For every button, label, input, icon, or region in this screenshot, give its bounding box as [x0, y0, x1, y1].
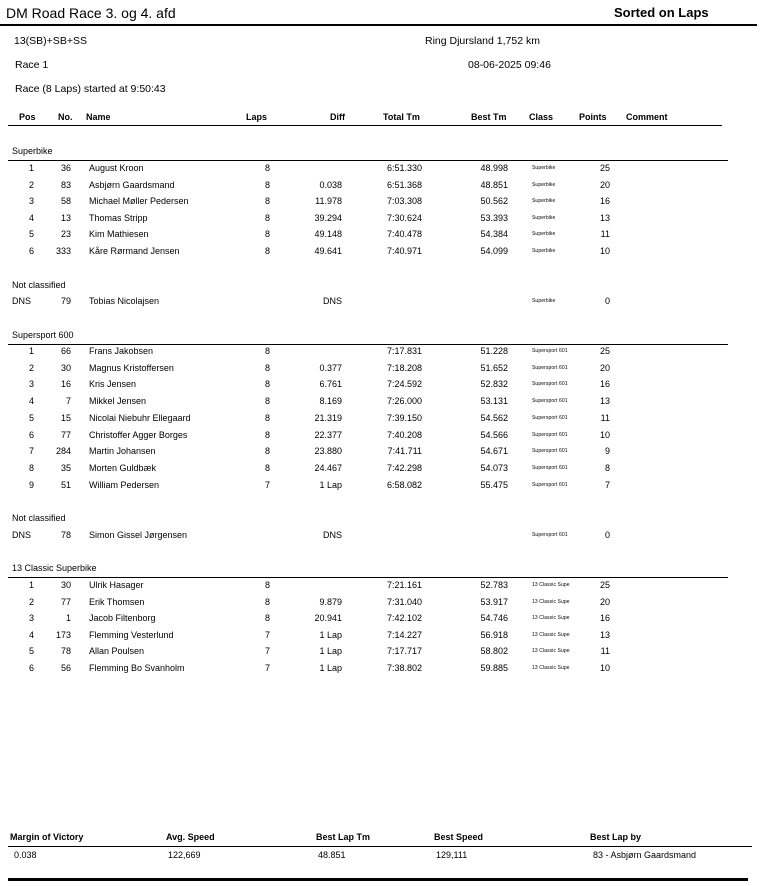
- row-name: Kris Jensen: [89, 379, 137, 389]
- row-points: 9: [604, 446, 610, 456]
- row-diff: 1 Lap: [319, 480, 342, 490]
- row-number: 333: [55, 246, 71, 256]
- row-points: 20: [599, 597, 610, 607]
- row-diff: 49.148: [314, 229, 342, 239]
- row-diff: 0.377: [319, 363, 342, 373]
- row-diff: 24.467: [314, 463, 342, 473]
- column-header-best-tm: Best Tm: [471, 112, 507, 122]
- row-laps: 7: [264, 663, 270, 673]
- row-pos: 1: [28, 346, 34, 356]
- row-points: 11: [600, 229, 610, 239]
- row-number: 36: [60, 163, 71, 173]
- row-laps: 8: [264, 363, 270, 373]
- row-name: Kåre Rørmand Jensen: [89, 246, 180, 256]
- row-total-time: 6:51.368: [386, 180, 422, 190]
- row-pos: 1: [28, 163, 34, 173]
- row-laps: 8: [264, 196, 270, 206]
- row-laps: 8: [264, 413, 270, 423]
- row-pos: 5: [28, 646, 34, 656]
- row-class: 13 Classic Supe: [532, 632, 570, 638]
- row-name: Christoffer Agger Borges: [89, 430, 188, 440]
- row-best-time: 55.475: [480, 480, 508, 490]
- row-number: 78: [60, 530, 71, 540]
- not-classified-title: Not classified: [12, 513, 66, 523]
- row-pos: 2: [28, 363, 34, 373]
- row-diff: 8.169: [319, 396, 342, 406]
- row-points: 13: [599, 630, 610, 640]
- row-total-time: 7:42.298: [386, 463, 422, 473]
- row-pos: DNS: [12, 296, 32, 306]
- row-pos: 6: [28, 246, 34, 256]
- row-name: Frans Jakobsen: [89, 346, 154, 356]
- column-header-comment: Comment: [626, 112, 668, 122]
- row-pos: 5: [28, 413, 34, 423]
- row-name: Tobias Nicolajsen: [89, 296, 160, 306]
- row-pos: 9: [28, 480, 34, 490]
- footer-value: 129,111: [436, 850, 468, 860]
- row-laps: 8: [264, 580, 270, 590]
- row-laps: 8: [264, 180, 270, 190]
- row-class: Superbike: [532, 231, 556, 237]
- section-rule: [8, 577, 728, 578]
- row-total-time: 7:40.478: [386, 229, 422, 239]
- row-pos: 4: [28, 630, 34, 640]
- row-class: 13 Classic Supe: [532, 599, 570, 605]
- row-laps: 8: [264, 229, 270, 239]
- not-classified-title: Not classified: [12, 280, 66, 290]
- row-diff: 11.978: [315, 196, 342, 206]
- row-number: 13: [60, 213, 71, 223]
- row-class: Supersport 601: [532, 448, 568, 454]
- row-diff: 23.880: [314, 446, 342, 456]
- row-name: Michael Møller Pedersen: [89, 196, 189, 206]
- row-name: Mikkel Jensen: [89, 396, 147, 406]
- column-header-diff: Diff: [330, 112, 345, 122]
- row-laps: 7: [264, 480, 270, 490]
- row-number: 77: [60, 597, 71, 607]
- row-diff: 1 Lap: [319, 646, 342, 656]
- row-points: 0: [604, 530, 610, 540]
- row-points: 7: [604, 480, 610, 490]
- row-points: 13: [599, 396, 610, 406]
- row-total-time: 7:26.000: [386, 396, 422, 406]
- row-diff: 20.941: [314, 613, 342, 623]
- row-points: 16: [599, 379, 610, 389]
- row-best-time: 50.562: [480, 196, 508, 206]
- row-number: 58: [60, 196, 71, 206]
- row-class: Supersport 601: [532, 348, 568, 354]
- row-best-time: 52.832: [480, 379, 508, 389]
- footer-label: Avg. Speed: [166, 832, 215, 842]
- row-total-time: 7:24.592: [386, 379, 422, 389]
- document-title: DM Road Race 3. og 4. afd: [6, 5, 176, 21]
- row-number: 7: [65, 396, 71, 406]
- row-pos: 5: [28, 229, 34, 239]
- class-list: 13(SB)+SB+SS: [14, 35, 87, 47]
- row-points: 10: [599, 246, 610, 256]
- row-best-time: 54.384: [480, 229, 508, 239]
- row-number: 66: [60, 346, 71, 356]
- row-name: Erik Thomsen: [89, 597, 145, 607]
- row-name: Nicolai Niebuhr Ellegaard: [89, 413, 191, 423]
- row-points: 16: [599, 196, 610, 206]
- row-class: Supersport 601: [532, 465, 568, 471]
- row-name: Martin Johansen: [89, 446, 156, 456]
- row-number: 284: [55, 446, 71, 456]
- row-name: Flemming Vesterlund: [89, 630, 174, 640]
- row-class: Supersport 601: [532, 415, 568, 421]
- row-number: 77: [60, 430, 71, 440]
- column-header-pos: Pos: [19, 112, 36, 122]
- row-best-time: 54.073: [480, 463, 508, 473]
- row-laps: 8: [264, 446, 270, 456]
- row-diff: 22.377: [314, 430, 342, 440]
- section-title: Superbike: [12, 146, 53, 156]
- row-best-time: 51.228: [480, 346, 508, 356]
- row-diff: 6.761: [319, 379, 342, 389]
- row-pos: 3: [28, 196, 34, 206]
- row-pos: 2: [28, 180, 34, 190]
- row-diff: 9.879: [319, 597, 342, 607]
- row-points: 25: [599, 163, 610, 173]
- row-points: 20: [599, 363, 610, 373]
- row-total-time: 7:39.150: [386, 413, 422, 423]
- row-best-time: 54.099: [480, 246, 508, 256]
- row-name: Asbjørn Gaardsmand: [89, 180, 175, 190]
- row-pos: 4: [28, 213, 34, 223]
- row-laps: 8: [264, 597, 270, 607]
- row-name: August Kroon: [89, 163, 144, 173]
- row-pos: 3: [28, 613, 34, 623]
- row-total-time: 7:03.308: [386, 196, 422, 206]
- row-total-time: 7:40.208: [386, 430, 422, 440]
- race-name: Race 1: [15, 59, 49, 71]
- row-best-time: 53.131: [480, 396, 508, 406]
- row-class: 13 Classic Supe: [532, 615, 570, 621]
- row-best-time: 58.802: [480, 646, 508, 656]
- row-name: Jacob Filtenborg: [89, 613, 156, 623]
- row-class: Superbike: [532, 198, 556, 204]
- row-diff: 49.641: [314, 246, 342, 256]
- row-best-time: 51.652: [480, 363, 508, 373]
- row-best-time: 56.918: [480, 630, 508, 640]
- row-points: 25: [599, 580, 610, 590]
- row-laps: 8: [264, 463, 270, 473]
- row-pos: 1: [28, 580, 34, 590]
- footer-value: 0.038: [14, 850, 37, 860]
- row-laps: 8: [264, 213, 270, 223]
- column-header-total-tm: Total Tm: [383, 112, 420, 122]
- row-number: 15: [60, 413, 71, 423]
- row-total-time: 7:14.227: [386, 630, 422, 640]
- row-name: Magnus Kristoffersen: [89, 363, 174, 373]
- row-pos: 8: [28, 463, 34, 473]
- row-points: 10: [599, 430, 610, 440]
- row-class: Supersport 601: [532, 432, 568, 438]
- row-name: Morten Guldbæk: [89, 463, 157, 473]
- row-class: Supersport 601: [532, 532, 568, 538]
- row-pos: 7: [28, 446, 34, 456]
- footer-value: 48.851: [318, 850, 346, 860]
- row-diff: DNS: [322, 296, 342, 306]
- row-laps: 7: [264, 646, 270, 656]
- row-diff: 0.038: [319, 180, 342, 190]
- row-class: Superbike: [532, 248, 556, 254]
- row-class: Superbike: [532, 215, 556, 221]
- column-header-class: Class: [529, 112, 554, 122]
- row-total-time: 7:38.802: [386, 663, 422, 673]
- row-total-time: 7:41.711: [387, 446, 422, 456]
- row-name: Kim Mathiesen: [89, 229, 149, 239]
- sort-label: Sorted on Laps: [614, 5, 709, 20]
- section-title: 13 Classic Superbike: [12, 563, 97, 573]
- row-points: 16: [599, 613, 610, 623]
- row-total-time: 6:51.330: [386, 163, 422, 173]
- row-points: 10: [599, 663, 610, 673]
- row-diff: 1 Lap: [319, 663, 342, 673]
- row-points: 8: [604, 463, 610, 473]
- row-best-time: 54.746: [480, 613, 508, 623]
- row-laps: 8: [264, 613, 270, 623]
- section-rule: [8, 344, 728, 345]
- row-best-time: 54.562: [480, 413, 508, 423]
- row-class: Supersport 601: [532, 398, 568, 404]
- row-points: 11: [600, 646, 610, 656]
- row-points: 0: [604, 296, 610, 306]
- row-total-time: 7:21.161: [386, 580, 422, 590]
- row-total-time: 7:17.717: [386, 646, 422, 656]
- row-total-time: 7:31.040: [386, 597, 422, 607]
- row-laps: 8: [264, 430, 270, 440]
- row-number: 35: [60, 463, 71, 473]
- footer-value: 122,669: [168, 850, 201, 860]
- row-pos: 3: [28, 379, 34, 389]
- row-number: 16: [60, 379, 71, 389]
- row-class: Superbike: [532, 298, 556, 304]
- footer-label: Best Lap Tm: [316, 832, 371, 842]
- row-class: 13 Classic Supe: [532, 582, 570, 588]
- row-laps: 7: [264, 630, 270, 640]
- column-header-no: No.: [58, 112, 73, 122]
- row-diff: 21.319: [314, 413, 342, 423]
- row-class: Superbike: [532, 165, 556, 171]
- row-name: William Pedersen: [89, 480, 160, 490]
- bottom-rule: [8, 878, 748, 881]
- column-header-laps: Laps: [246, 112, 268, 122]
- row-best-time: 48.998: [480, 163, 508, 173]
- row-best-time: 48.851: [480, 180, 508, 190]
- row-pos: 4: [28, 396, 34, 406]
- row-best-time: 54.671: [480, 446, 508, 456]
- title-rule: [0, 24, 757, 26]
- row-class: Supersport 601: [532, 365, 568, 371]
- section-rule: [8, 160, 728, 161]
- row-class: 13 Classic Supe: [532, 648, 570, 654]
- footer-label: Best Speed: [434, 832, 484, 842]
- row-best-time: 59.885: [480, 663, 508, 673]
- row-pos: 2: [28, 597, 34, 607]
- row-number: 83: [60, 180, 71, 190]
- row-name: Simon Gissel Jørgensen: [89, 530, 188, 540]
- column-header-name: Name: [86, 112, 111, 122]
- row-number: 30: [60, 580, 71, 590]
- column-header-points: Points: [579, 112, 607, 122]
- row-number: 79: [60, 296, 71, 306]
- race-start-info: Race (8 Laps) started at 9:50:43: [15, 83, 166, 95]
- row-points: 11: [600, 413, 610, 423]
- row-diff: DNS: [322, 530, 342, 540]
- row-diff: 39.294: [314, 213, 342, 223]
- row-number: 56: [60, 663, 71, 673]
- row-best-time: 53.917: [480, 597, 508, 607]
- row-points: 20: [599, 180, 610, 190]
- row-laps: 8: [264, 246, 270, 256]
- footer-rule: [8, 846, 752, 847]
- row-name: Thomas Stripp: [89, 213, 148, 223]
- section-title: Supersport 600: [12, 330, 74, 340]
- row-total-time: 7:17.831: [386, 346, 422, 356]
- row-number: 78: [60, 646, 71, 656]
- row-name: Flemming Bo Svanholm: [89, 663, 185, 673]
- row-best-time: 52.783: [480, 580, 508, 590]
- row-number: 1: [65, 613, 71, 623]
- row-points: 13: [599, 213, 610, 223]
- row-name: Allan Poulsen: [89, 646, 145, 656]
- row-laps: 8: [264, 163, 270, 173]
- footer-label: Margin of Victory: [10, 832, 84, 842]
- row-diff: 1 Lap: [319, 630, 342, 640]
- row-pos: 6: [28, 663, 34, 673]
- row-class: Supersport 601: [532, 381, 568, 387]
- row-class: Superbike: [532, 182, 556, 188]
- row-number: 51: [60, 480, 71, 490]
- track-info: Ring Djursland 1,752 km: [425, 35, 540, 47]
- row-number: 30: [60, 363, 71, 373]
- row-laps: 8: [264, 346, 270, 356]
- row-total-time: 7:40.971: [386, 246, 422, 256]
- row-laps: 8: [264, 379, 270, 389]
- row-number: 23: [60, 229, 71, 239]
- row-name: Ulrik Hasager: [89, 580, 144, 590]
- row-total-time: 7:18.208: [386, 363, 422, 373]
- row-laps: 8: [264, 396, 270, 406]
- row-pos: 6: [28, 430, 34, 440]
- row-class: Supersport 601: [532, 482, 568, 488]
- row-pos: DNS: [12, 530, 32, 540]
- footer-label: Best Lap by: [590, 832, 642, 842]
- row-best-time: 54.566: [480, 430, 508, 440]
- row-total-time: 7:42.102: [386, 613, 422, 623]
- row-total-time: 6:58.082: [386, 480, 422, 490]
- row-best-time: 53.393: [480, 213, 508, 223]
- row-points: 25: [599, 346, 610, 356]
- row-total-time: 7:30.624: [386, 213, 422, 223]
- race-datetime: 08-06-2025 09:46: [468, 59, 551, 71]
- header-rule: [8, 125, 722, 126]
- row-class: 13 Classic Supe: [532, 665, 570, 671]
- row-number: 173: [55, 630, 71, 640]
- footer-value: 83 - Asbjørn Gaardsmand: [593, 850, 697, 860]
